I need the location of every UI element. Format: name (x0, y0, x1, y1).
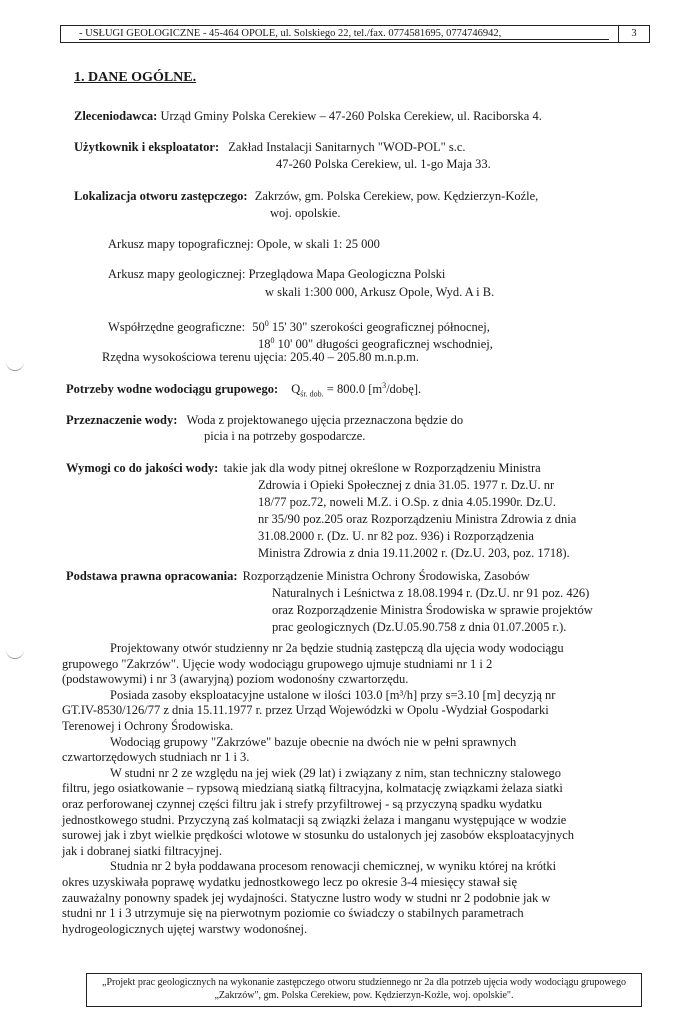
degree-mark: 0 (270, 336, 275, 345)
arkusz-geologiczny-line2: w skali 1:300 000, Arkusz Opole, Wyd. A i B. (265, 285, 495, 299)
scan-margin-mark (6, 650, 24, 659)
wymogi-line: 18/77 poz.72, noweli M.Z. i O.Sp. z dnia 4.05.1990r. Dz.U. (258, 495, 556, 509)
podstawa-line: Naturalnych i Leśnictwa z 18.08.1994 r. (Dz.U. nr 91 poz. 426) (272, 586, 590, 600)
body-line: Wodociąg grupowy "Zakrzówe" bazuje obecnie na dwóch nie w pełni sprawnych (110, 734, 517, 749)
podstawa-line: oraz Rozporządzenie Ministra Środowiska w sprawie projektów (272, 603, 593, 617)
body-line: jednostkowego studni. Przyczyną zaś kolmatacji są związki żelaza i manganu występujące w wodzie (62, 812, 567, 827)
header-underline (79, 39, 609, 40)
przeznaczenie-label: Przeznaczenie wody: (66, 413, 178, 427)
uzytkownik-label: Użytkownik i eksploatator: (74, 140, 220, 154)
header-text: - USŁUGI GEOLOGICZNE - 45-464 OPOLE, ul. Solskiego 22, tel./fax. 0774581695, 0774746942, (79, 28, 502, 39)
body-line: Terenowej i Ochrony Środowiska. (62, 718, 234, 733)
body-line: Projektowany otwór studzienny nr 2a będzie studnią zastępczą dla ujęcia wody wodociągu (110, 641, 564, 655)
arkusz-topograficzny: Arkusz mapy topograficznej: Opole, w skali 1: 25 000 (108, 237, 380, 251)
body-line: surowej jak i zbyt wielkie prędkości wlotowe w stosunku do ustalonych jej zasobów eksploatacyjnych (62, 828, 575, 843)
body-line: Studnia nr 2 była poddawana procesom renowacji chemicznej, w wyniku której na krótki (110, 859, 557, 874)
body-line: GT.IV-8530/126/77 z dnia 15.11.1977 r. przez Urząd Wojewódzki w Opolu -Wydział Gospodarki (62, 703, 549, 718)
podstawa-row (66, 568, 530, 584)
uzytkownik-row (74, 139, 466, 155)
przeznaczenie-line2: picia i na potrzeby gospodarcze. (204, 429, 366, 443)
potrzeby-row (66, 378, 421, 403)
body-line: Posiada zasoby eksploatacyjne ustalone w ilości 103.0 [m³/h] przy s=3.10 [m] decyzją nr (110, 687, 556, 702)
scan-margin-mark (6, 362, 24, 371)
uzytkownik-line1: Zakład Instalacji Sanitarnych "WOD-POL" s.c. (228, 140, 466, 154)
zleceniodawca-row (74, 108, 542, 124)
lokalizacja-line2: woj. opolskie. (270, 206, 341, 220)
zleceniodawca-label: Zleceniodawca: (74, 109, 158, 123)
wymogi-line: takie jak dla wody pitnej określone w Rozporządzeniu Ministra (223, 461, 541, 475)
body-line: hydrogeologicznych ujętej warstwy wodonośnej. (62, 921, 308, 936)
lokalizacja-label: Lokalizacja otworu zastępczego: (74, 189, 248, 203)
wymogi-line: 31.08.2000 r. (Dz. U. nr 82 poz. 936) i Rozporządzenia (258, 529, 534, 543)
uzytkownik-line2: 47-260 Polska Cerekiew, ul. 1-go Maja 33. (276, 157, 491, 171)
body-line: czwartorzędowych studniach nr 1 i 3. (62, 750, 250, 765)
body-line: oraz perforowanej czynnej części filtru jak i strefy przyfiltrowej - są przyczyną spadku wydatku (62, 796, 543, 811)
lon-degrees: 18 (258, 337, 271, 352)
page-footer (86, 973, 642, 1007)
wymogi-line: Ministra Zdrowia z dnia 19.11.2002 r. (Dz.U. 203, poz. 1718). (258, 546, 570, 560)
potrzeby-value: = 800.0 [m (326, 382, 383, 397)
footer-line1: „Projekt prac geologicznych na wykonanie zastępczego otworu studziennego nr 2a dla potrzeb ujęcia wody wodociągu grupowego (102, 977, 626, 988)
body-line: grupowego "Zakrzów". Ujęcie wody wodociągu grupowego ujmuje studniami nr 1 i 2 (62, 656, 493, 671)
wymogi-line: nr 35/90 poz.205 oraz Rozporządzeniu Ministra Zdrowia z dnia (258, 512, 577, 526)
q-subscript: śr. dob. (300, 389, 324, 399)
lokalizacja-row (74, 188, 538, 204)
unit-superscript: 3 (382, 381, 387, 390)
body-text (62, 641, 642, 937)
section-title: 1. DANE OGÓLNE. (74, 70, 197, 85)
degree-mark: 0 (264, 319, 269, 328)
przeznaczenie-row (66, 412, 463, 428)
wymogi-label: Wymogi co do jakości wody: (66, 461, 219, 475)
potrzeby-unit-end: /dobę]. (386, 382, 422, 397)
podstawa-label: Podstawa prawna opracowania: (66, 569, 238, 583)
podstawa-line: prac geologicznych (Dz.U.05.90.758 z dnia 01.07.2005 r.). (272, 620, 567, 634)
zleceniodawca-value: Urząd Gminy Polska Cerekiew – 47-260 Polska Cerekiew, ul. Raciborska 4. (160, 109, 542, 123)
podstawa-line: Rozporządzenie Ministra Ochrony Środowiska, Zasobów (242, 569, 530, 583)
page-number: 3 (618, 26, 649, 42)
lokalizacja-line1: Zakrzów, gm. Polska Cerekiew, pow. Kędzierzyn-Koźle, (254, 189, 539, 203)
q-symbol: Q (291, 382, 301, 397)
arkusz-geologiczny-line1: Arkusz mapy geologicznej: Przeglądowa Mapa Geologiczna Polski (108, 267, 446, 281)
body-line: okres uzyskiwała poprawę wydatku jednostkowego lecz po okresie 3-4 miesięcy stawał się (62, 874, 518, 889)
body-line: filtru, jego osiatkowanie – rypsową miedzianą siatką filtracyjna, kolmatację związkami żelaza siatki (62, 781, 563, 796)
body-line: jak i dobranej siatki filtracyjnej. (62, 843, 223, 858)
lon-rest: 10' 00" długości geograficznej wschodniej, (277, 337, 493, 352)
potrzeby-label: Potrzeby wodne wodociągu grupowego: (66, 382, 279, 397)
footer-line2: „Zakrzów", gm. Polska Cerekiew, pow. Kędzierzyn-Koźle, woj. opolskie". (214, 990, 514, 1001)
lat-rest: 15' 30" szerokości geograficznej północnej, (271, 320, 490, 335)
body-line: (podstawowymi) i nr 3 (awaryjną) poziom wodonośny czwartorzędu. (62, 672, 409, 687)
wymogi-row (66, 460, 541, 476)
przeznaczenie-line1: Woda z projektowanego ujęcia przeznaczona będzie do (186, 413, 464, 427)
wymogi-line: Zdrowia i Opieki Społecznej z dnia 31.05. 1977 r. Dz.U. nr (258, 478, 555, 492)
page-header (60, 25, 650, 43)
wspolrzedne-label: Współrzędne geograficzne: (108, 320, 246, 335)
body-line: studni nr 1 i 3 utrzymuje się na pierwotnym poziomie co świadczy o stabilnych parametrach (62, 906, 524, 921)
body-line: W studni nr 2 ze względu na jej wiek (29 lat) i związany z nim, stan techniczny stalowego (110, 765, 562, 780)
rzedna-terenu: Rzędna wysokościowa terenu ujęcia: 205.40 – 205.80 m.n.p.m. (102, 350, 419, 364)
body-line: zauważalny ponowny spadek jej wydajności. Statyczne lustro wody w studni nr 2 podobnie jak w (62, 890, 551, 905)
lat-degrees: 50 (252, 320, 265, 335)
